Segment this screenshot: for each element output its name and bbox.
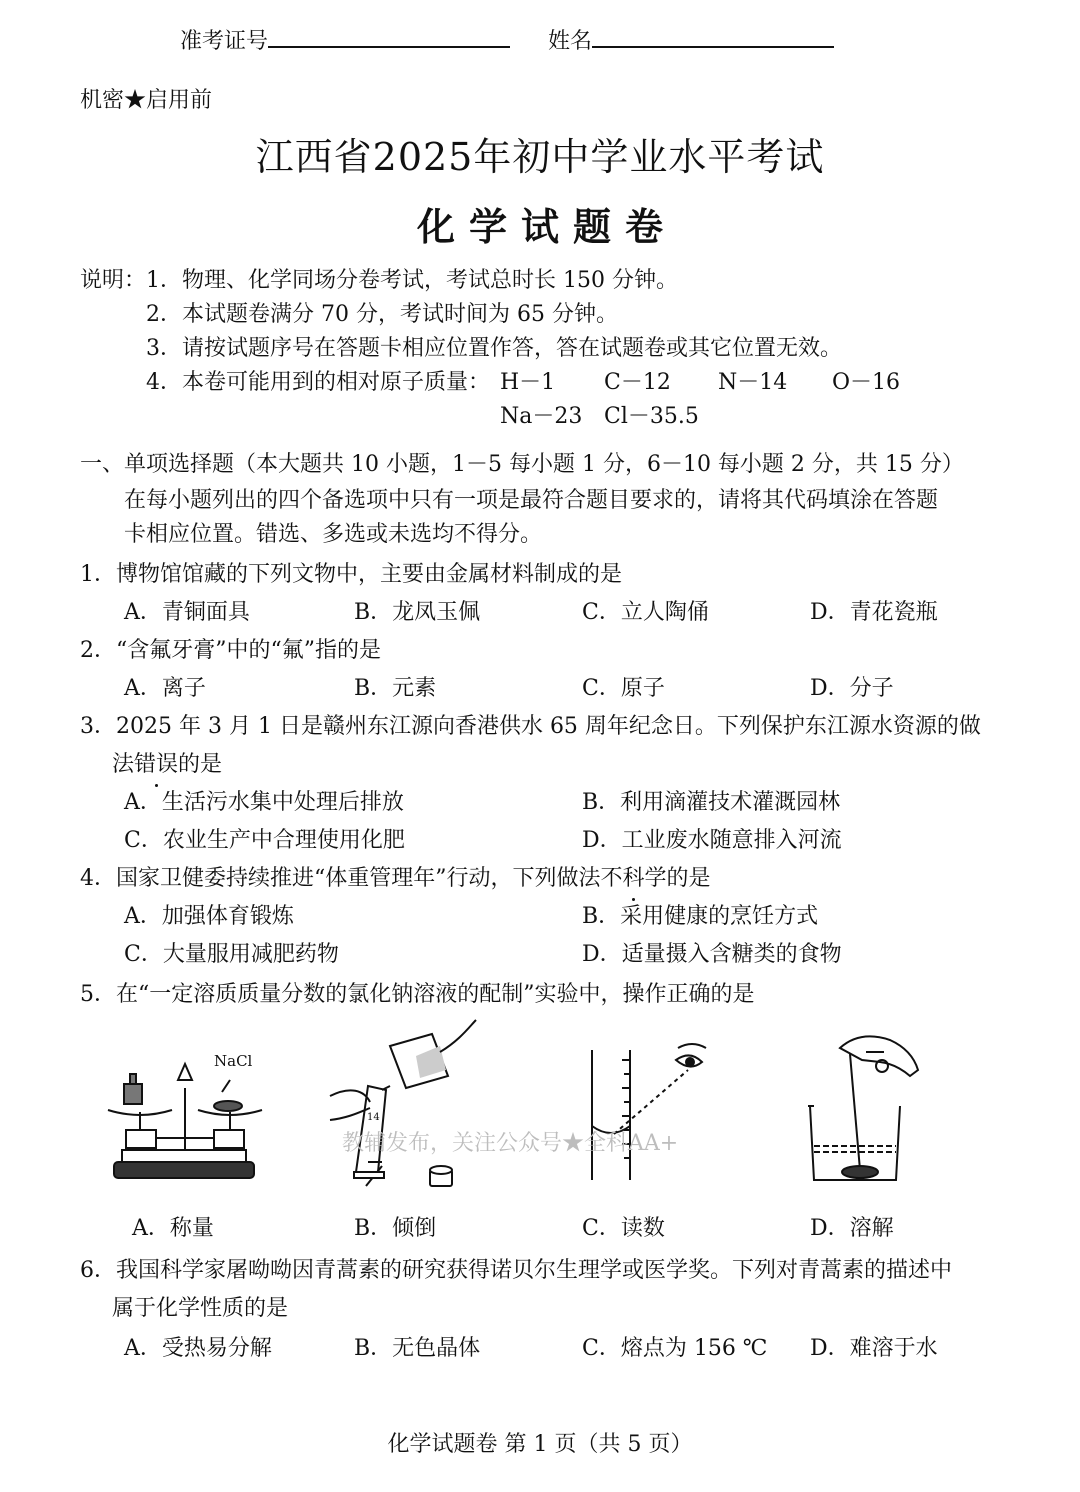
q3-stem-line2 xyxy=(112,750,222,780)
page-footer: 化学试题卷 第 1 页（共 5 页） xyxy=(387,1432,693,1457)
cylinder-mark: 14 xyxy=(367,1112,380,1123)
q6-option-c: C．熔点为 156 ℃ xyxy=(582,1336,768,1361)
secret-mark: 机密★启用前 xyxy=(80,88,213,113)
q5-stem: 5．在“一定溶质质量分数的氯化钠溶液的配制”实验中，操作正确的是 xyxy=(80,982,755,1007)
q1-option-a: A．青铜面具 xyxy=(124,600,250,625)
q3-option-c: C．农业生产中合理使用化肥 xyxy=(124,828,405,853)
instruction-4: 4．本卷可能用到的相对原子质量： xyxy=(146,370,490,395)
q4-option-d: D．适量摄入含糖类的食物 xyxy=(582,942,842,967)
exam-id-label: 准考证号 xyxy=(180,29,269,54)
mass-h: H－1 xyxy=(500,370,556,395)
section-heading: 一、单项选择题（本大题共 10 小题，1－5 每小题 1 分，6－10 每小题 2 分，共 15 分） xyxy=(80,452,964,477)
mass-o: O－16 xyxy=(832,370,901,395)
instruction-3: 3．请按试题序号在答题卡相应位置作答，答在试题卷或其它位置无效。 xyxy=(146,336,842,361)
q6-option-a: A．受热易分解 xyxy=(124,1336,272,1361)
figure-reading xyxy=(580,1030,740,1180)
q3-option-b: B．利用滴灌技术灌溉园林 xyxy=(582,790,841,815)
q1-option-d: D．青花瓷瓶 xyxy=(810,600,938,625)
q2-option-a: A．离子 xyxy=(124,676,206,701)
mass-na: Na－23 xyxy=(500,404,583,429)
mass-cl: Cl－35.5 xyxy=(604,404,699,429)
figure-pouring xyxy=(320,1016,500,1196)
mass-c: C－12 xyxy=(604,370,671,395)
q1-option-b: B．龙凤玉佩 xyxy=(354,600,481,625)
q4-stem-post: 的是 xyxy=(666,866,711,891)
q2-option-b: B．元素 xyxy=(354,676,437,701)
section-desc-2: 卡相应位置。错选、多选或未选均不得分。 xyxy=(124,522,543,547)
q5-option-d: D．溶解 xyxy=(810,1216,894,1241)
exam-id-field xyxy=(180,24,510,57)
q5-option-b: B．倾倒 xyxy=(354,1216,437,1241)
instructions-prefix: 说明： xyxy=(80,268,147,293)
q4-option-c: C．大量服用减肥药物 xyxy=(124,942,339,967)
instruction-2: 2．本试题卷满分 70 分，考试时间为 65 分钟。 xyxy=(146,302,618,327)
q3-stem: 3．2025 年 3 月 1 日是赣州东江源向香港供水 65 周年纪念日。下列保护东江源水资源的做 xyxy=(80,714,981,739)
name-field xyxy=(548,24,834,57)
q6-stem-line2: 属于化学性质的是 xyxy=(112,1296,289,1321)
q2-option-c: C．原子 xyxy=(582,676,665,701)
nacl-label: NaCl xyxy=(214,1052,253,1070)
q5-option-c: C．读数 xyxy=(582,1216,665,1241)
q2-stem: 2．“含氟牙膏”中的“氟”指的是 xyxy=(80,638,381,663)
q3-option-a: A．生活污水集中处理后排放 xyxy=(124,790,404,815)
figure-dissolving xyxy=(800,1030,930,1190)
q6-option-d: D．难溶于水 xyxy=(810,1336,938,1361)
q4-stem xyxy=(80,864,711,894)
section-desc-1: 在每小题列出的四个备选项中只有一项是最符合题目要求的，请将其代码填涂在答题 xyxy=(124,488,939,513)
mass-n: N－14 xyxy=(718,370,788,395)
q6-stem: 6．我国科学家屠呦呦因青蒿素的研究获得诺贝尔生理学或医学奖。下列对青蒿素的描述中 xyxy=(80,1258,953,1283)
q6-option-b: B．无色晶体 xyxy=(354,1336,481,1361)
watermark: 教辅发布，关注公众号★全科AA+ xyxy=(342,1131,679,1156)
name-label: 姓名 xyxy=(548,29,593,54)
name-underline xyxy=(592,24,834,48)
q4-option-b: B．采用健康的烹饪方式 xyxy=(582,904,819,929)
q5-option-a: A．称量 xyxy=(132,1216,214,1241)
page-subtitle: 化学试题卷 xyxy=(416,204,677,249)
q4-stem-pre: 4．国家卫健委持续推进“体重管理年”行动，下列做法 xyxy=(80,866,601,891)
q3-option-d: D．工业废水随意排入河流 xyxy=(582,828,842,853)
q4-option-a: A．加强体育锻炼 xyxy=(124,904,294,929)
q1-stem: 1．博物馆馆藏的下列文物中，主要由金属材料制成的是 xyxy=(80,562,622,587)
exam-id-underline xyxy=(268,24,510,48)
q1-option-c: C．立人陶俑 xyxy=(582,600,709,625)
q3-stem2-pre: 法 xyxy=(112,752,135,777)
q4-emphasis: 不科学 xyxy=(601,864,667,894)
instruction-1: 1．物理、化学同场分卷考试，考试总时长 150 分钟。 xyxy=(146,268,678,293)
q3-stem2-post: 的是 xyxy=(178,752,223,777)
page-title: 江西省2025年初中学业水平考试 xyxy=(255,135,825,179)
q2-option-d: D．分子 xyxy=(810,676,894,701)
q3-emphasis: 错误 xyxy=(134,750,178,780)
